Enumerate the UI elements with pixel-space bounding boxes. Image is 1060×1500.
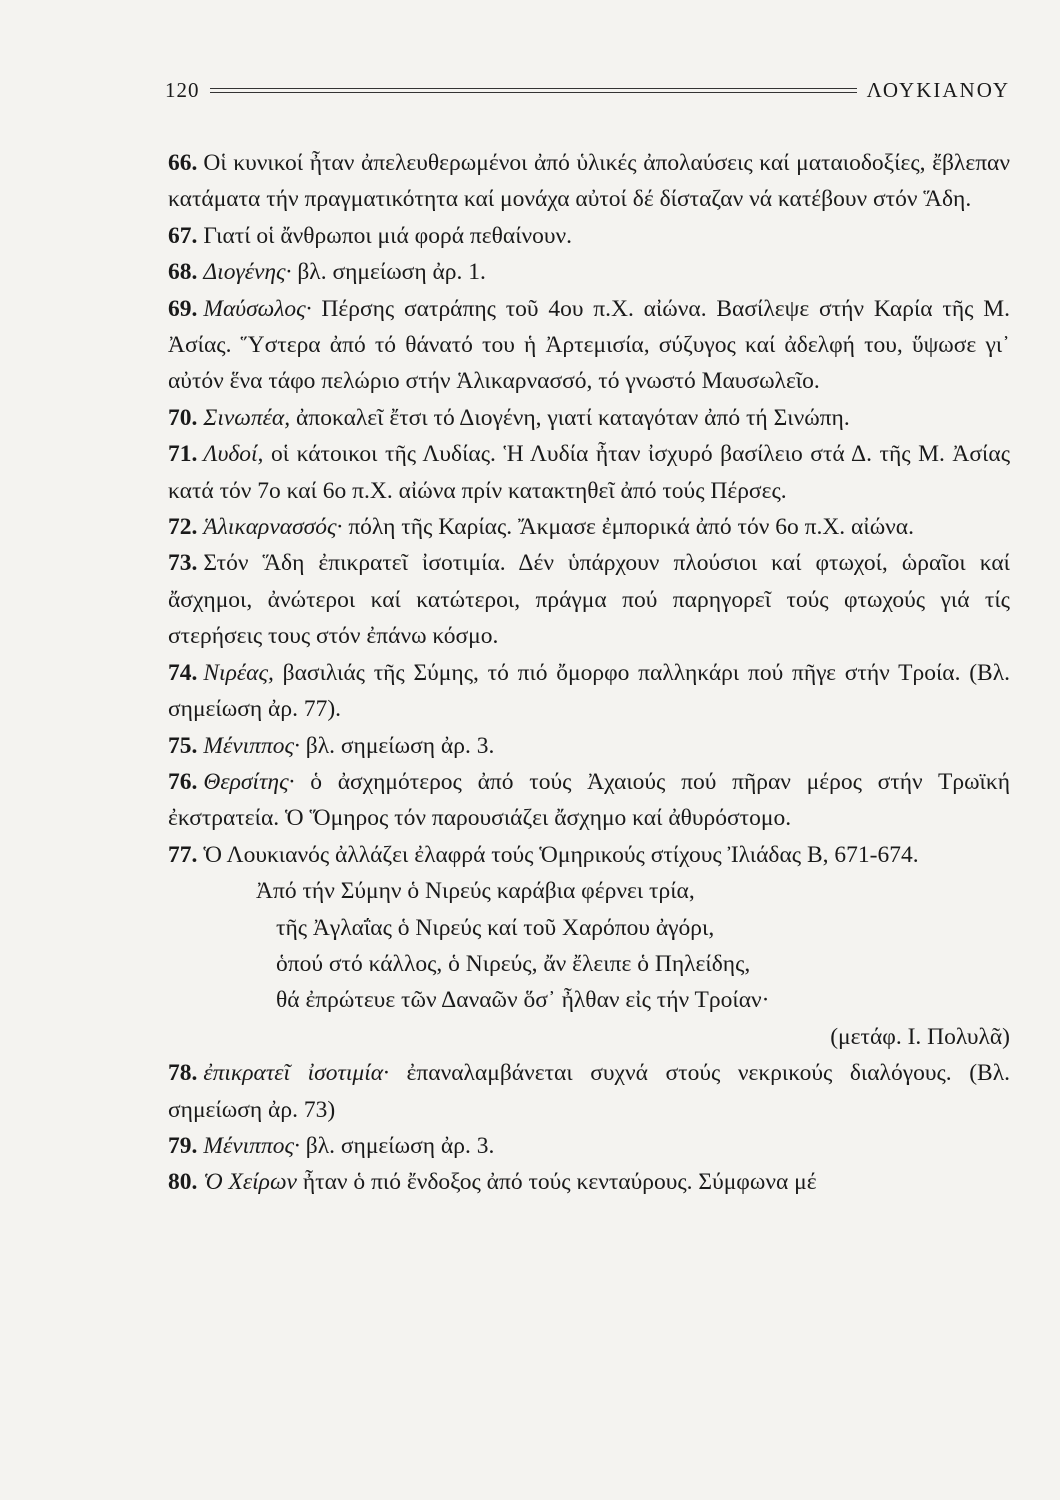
note-term: Μένιππος·	[203, 732, 300, 759]
note-text: Γιατί οἱ ἄνθρωποι μιά φορά πεθαίνουν.	[203, 222, 573, 249]
note-term: ἐπικρατεῖ ἰσοτιμία·	[203, 1060, 389, 1087]
note-number: 77.	[168, 841, 198, 868]
note-term: Θερσίτης·	[203, 768, 295, 795]
note-text: πόλη τῆς Καρίας. Ἄκμασε ἐμπορικά ἀπό τόν 6ο π.Χ. αἰώνα.	[342, 514, 914, 541]
verse-line: ὁπού στό κάλλος, ὁ Νιρεύς, ἄν ἔλειπε ὁ Πηλείδης,	[276, 950, 751, 977]
page-header	[165, 76, 1010, 104]
note-number: 74.	[168, 659, 198, 686]
note-item	[168, 145, 1010, 218]
note-text: Στόν Ἅδη ἐπικρατεῖ ἰσοτιμία. Δέν ὑπάρχουν πλούσιοι καί φτωχοί, ὡραῖοι καί ἄσχημοι, ἀνώτεροι καί κατώτεροι, πράγμα πού παρηγορεῖ τούς φτωχούς γιά τίς στερήσεις τους στόν ἐπάνω κόσμο.	[168, 550, 1010, 650]
note-text: οἱ κάτοικοι τῆς Λυδίας. Ἡ Λυδία ἦταν ἰσχυρό βασίλειο στά Δ. τῆς Μ. Ἀσίας κατά τόν 7ο καί 6ο π.Χ. αἰώνα πρίν κατακτηθεῖ ἀπό τούς Πέρσες.	[168, 441, 1010, 504]
note-number: 78.	[168, 1060, 198, 1087]
note-number: 66.	[168, 150, 198, 176]
note-number: 80.	[168, 1169, 198, 1196]
note-term: Λυδοί,	[203, 441, 264, 468]
note-number: 75.	[168, 732, 198, 759]
note-item	[168, 291, 1010, 400]
note-text: ἦταν ὁ πιό ἔνδοξος ἀπό τούς κενταύρους. Σύμφωνα μέ	[296, 1169, 817, 1196]
note-text: βασιλιάς τῆς Σύμης, τό πιό ὄμορφο παλληκάρι πού πῆγε στήν Τροία. (Βλ. σημείωση ἀρ. 77).	[168, 659, 1010, 723]
verse-quote	[168, 873, 1010, 1019]
running-title: ΛΟΥΚΙΑΝΟΥ	[866, 77, 1010, 102]
note-text: ἐπαναλαμβάνεται συχνά στούς νεκρικούς διαλόγους. (Βλ. σημείωση ἀρ. 73)	[168, 1060, 1010, 1123]
note-text: ἀποκαλεῖ ἔτσι τό Διογένη, γιατί καταγόταν ἀπό τή Σινώπη.	[290, 404, 850, 431]
note-number: 79.	[168, 1132, 198, 1159]
note-item	[168, 218, 1010, 254]
note-number: 70.	[168, 404, 198, 431]
note-term: Μένιππος·	[203, 1132, 300, 1159]
note-text: Οἱ κυνικοί ἦταν ἀπελευθερωμένοι ἀπό ὑλικές ἀπολαύσεις καί ματαιοδοξίες, ἔβλεπαν κατάματα τήν πραγματικότητα καί μονάχα αὐτοί δέ δίσταζαν νά κατέβουν στόν Ἅδη.	[168, 150, 1010, 213]
verse-line: Ἀπό τήν Σύμην ὁ Νιρεύς καράβια φέρνει τρία,	[256, 878, 695, 905]
note-item	[168, 545, 1010, 654]
note-term: Ὁ Χείρων	[203, 1169, 297, 1196]
note-term: Σινωπέα,	[203, 404, 291, 431]
note-number: 71.	[168, 441, 198, 468]
note-number: 73.	[168, 550, 198, 577]
note-item	[168, 1128, 1010, 1164]
header-rule	[210, 88, 857, 93]
note-term: Διογένης·	[203, 259, 292, 286]
note-text: Ὁ Λουκιανός ἀλλάζει ἐλαφρά τούς Ὁμηρικούς στίχους Ἰλιάδας Β, 671-674.	[203, 841, 919, 868]
verse-credit: (μετάφ. Ι. Πολυλᾶ)	[830, 1023, 1010, 1050]
verse-line: θά ἐπρώτευε τῶν Δαναῶν ὅσ᾽ ἦλθαν εἰς τήν Τροίαν·	[276, 987, 770, 1014]
note-number: 72.	[168, 514, 198, 541]
notes-list	[168, 1055, 1010, 1201]
note-item	[168, 728, 1010, 764]
note-item	[168, 509, 1010, 545]
note-item	[168, 764, 1010, 837]
note-item	[168, 436, 1010, 509]
note-text: βλ. σημείωση ἀρ. 3.	[299, 732, 495, 759]
note-text: βλ. σημείωση ἀρ. 1.	[291, 259, 486, 286]
page-number: 120	[165, 77, 200, 102]
note-text: Πέρσης σατράπης τοῦ 4ου π.Χ. αἰώνα. Βασίλεψε στήν Καρία τῆς Μ. Ἀσίας. Ὕστερα ἀπό τό θάνατό του ἡ Ἀρτεμισία, σύζυγος καί ἀδελφή του, ὕψωσε γι᾽ αὐτόν ἕνα τάφο πελώριο στήν Ἁλικαρνασσό, τό γνωστό Μαυσωλεῖο.	[168, 295, 1010, 395]
note-text: βλ. σημείωση ἀρ. 3.	[299, 1132, 495, 1159]
note-term: Ἁλικαρνασσός·	[203, 514, 343, 541]
note-text: ὁ ἀσχημότερος ἀπό τούς Ἀχαιούς πού πῆραν μέρος στήν Τρωϊκή ἐκστρατεία. Ὁ Ὅμηρος τόν παρουσιάζει ἄσχημο καί ἀθυρόστομο.	[168, 768, 1010, 832]
note-number: 68.	[168, 259, 198, 286]
note-term: Μαύσωλος·	[203, 295, 312, 322]
notes-list	[168, 145, 1010, 873]
note-item	[168, 400, 1010, 436]
note-item	[168, 655, 1010, 728]
verse-line: τῆς Ἀγλαΐας ὁ Νιρεύς καί τοῦ Χαρόπου ἀγόρι,	[276, 914, 715, 941]
note-item	[168, 254, 1010, 290]
note-item	[168, 1055, 1010, 1128]
note-number: 69.	[168, 295, 198, 322]
note-number: 67.	[168, 222, 198, 249]
notes-body	[168, 145, 1010, 1201]
note-number: 76.	[168, 768, 198, 795]
note-item	[168, 1164, 1010, 1200]
note-term: Νιρέας,	[203, 659, 274, 686]
note-item	[168, 837, 1010, 873]
